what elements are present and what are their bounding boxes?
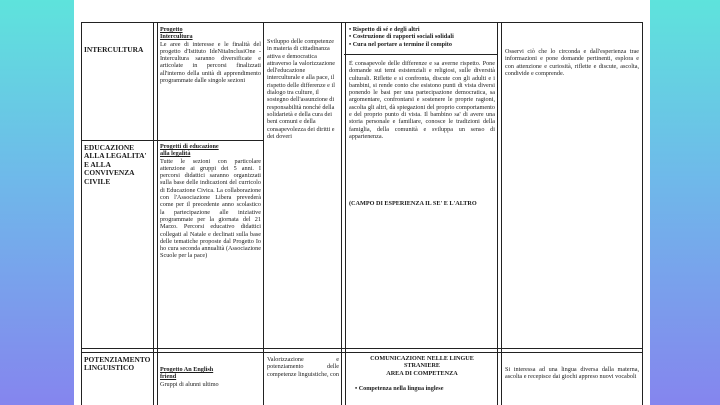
section-educazione-legalita: EDUCAZIONE ALLA LEGALITA' E ALLA CONVIVENZA CIVILE	[84, 144, 147, 186]
row-divider	[81, 22, 643, 23]
competenza-linguistica: Valorizzazione e potenziamento delle competenze linguistiche, con	[267, 356, 339, 378]
bullet-item: • Rispetto di sé e degli altri	[349, 26, 420, 33]
osservazioni-lingua: Si interessa ad una lingua diversa dalla materna, ascolta e recepisce dai giochi appreso nuovi vocaboli	[505, 366, 639, 381]
osservazioni-esperienza: Osservi ciò che lo circonda e dall'esperienza trae informazioni e pone domande pertinenti, esplora e con attenzione e curiosità, riflette e discute, ascolta, condivide e comprende.	[505, 48, 639, 77]
project-title: alla legalità	[160, 150, 191, 158]
bullet-item: • Cura nel portare a termine il compito	[349, 40, 452, 48]
project-title: Progetto	[160, 26, 183, 33]
row-divider	[81, 348, 643, 349]
project-title: Intercultura	[160, 33, 193, 41]
campo-esperienza: (CAMPO DI ESPERIENZA IL SE' E L'ALTRO	[349, 200, 477, 207]
project-title: Progetto An English	[160, 366, 214, 373]
bullet-item: • Competenza nella lingua inglese	[355, 385, 444, 392]
traguardi-description: È consapevole delle differenze e sa averne rispetto. Pone domande sui temi esistenziali e religiosi, sulle diversità culturali. Riflette e si confronta, discute con gli adulti e i bambini, si rende conto che esistono punti di vista diversi ponendo le basi per una partecipazione democratica, sa argomentare, confrontarsi e sostenere le proprie ragioni, ascolta gli altri, dà spiegazioni del proprio comportamento e del proprio punto di vista. Il bambino sa' di avere una storia personale e familiare, conosce le tradizioni della famiglia, della comunità e sviluppa un senso di appartenenza.	[349, 60, 495, 140]
document-page	[74, 0, 650, 405]
project-legalita	[160, 143, 261, 260]
row-divider	[344, 54, 498, 55]
project-title: Progetti di educazione	[160, 143, 219, 150]
lingue-heading: COMUNICAZIONE NELLE LINGUE STRANIERE AREA DI COMPETENZA	[370, 355, 474, 377]
project-description: Le aree di interesse e le finalità del progetto d'Istituto IdeNitaInclusiOne - Intercultura saranno diversificate e articolate in percorsi finalizzati all'interno della unità di apprendimento programmate dalle singole sezioni	[160, 40, 261, 85]
project-english	[160, 366, 261, 388]
traguardi-bullets	[349, 26, 495, 48]
project-intercultura	[160, 26, 261, 84]
competenza-cittadinanza: Sviluppo delle competenze in materia di cittadinanza attiva e democratica attraverso la valorizzazione dell'educazione interculturale e alla pace, il rispetto delle differenze e il dialogo tra culture, il sostegno dell'assunzione di responsabilità nonché della solidarietà e della cura dei beni comuni e della consapevolezza dei diritti e dei doveri	[267, 38, 336, 140]
section-intercultura: INTERCULTURA	[84, 46, 144, 54]
project-description: Gruppi di alunni ultimo	[160, 380, 219, 388]
row-divider	[81, 352, 643, 353]
project-description: Tutte le sezioni con particolare attenzione ai gruppi dei 5 anni. I percorsi didattici saranno organizzati sulla base delle indicazioni del curricolo di Educazione Civica. La collaborazione con l'Associazione Libera prevederà come per il precedente anno scolastico la partecipazione alle iniziative programmate per la giornata del 21 Marzo. Percorsi educativo didattici collegati al Natale e declinati sulla base delle tematiche proposte dal Progetto Io ho cura seconda annualità (Associazione Scuole per la pace)	[160, 157, 261, 260]
bullet-item: • Costruzione di rapporti sociali solidali	[349, 33, 454, 41]
project-title: friend	[160, 373, 177, 381]
row-divider	[81, 140, 264, 141]
section-potenziamento: POTENZIAMENTO LINGUISTICO	[84, 356, 151, 373]
